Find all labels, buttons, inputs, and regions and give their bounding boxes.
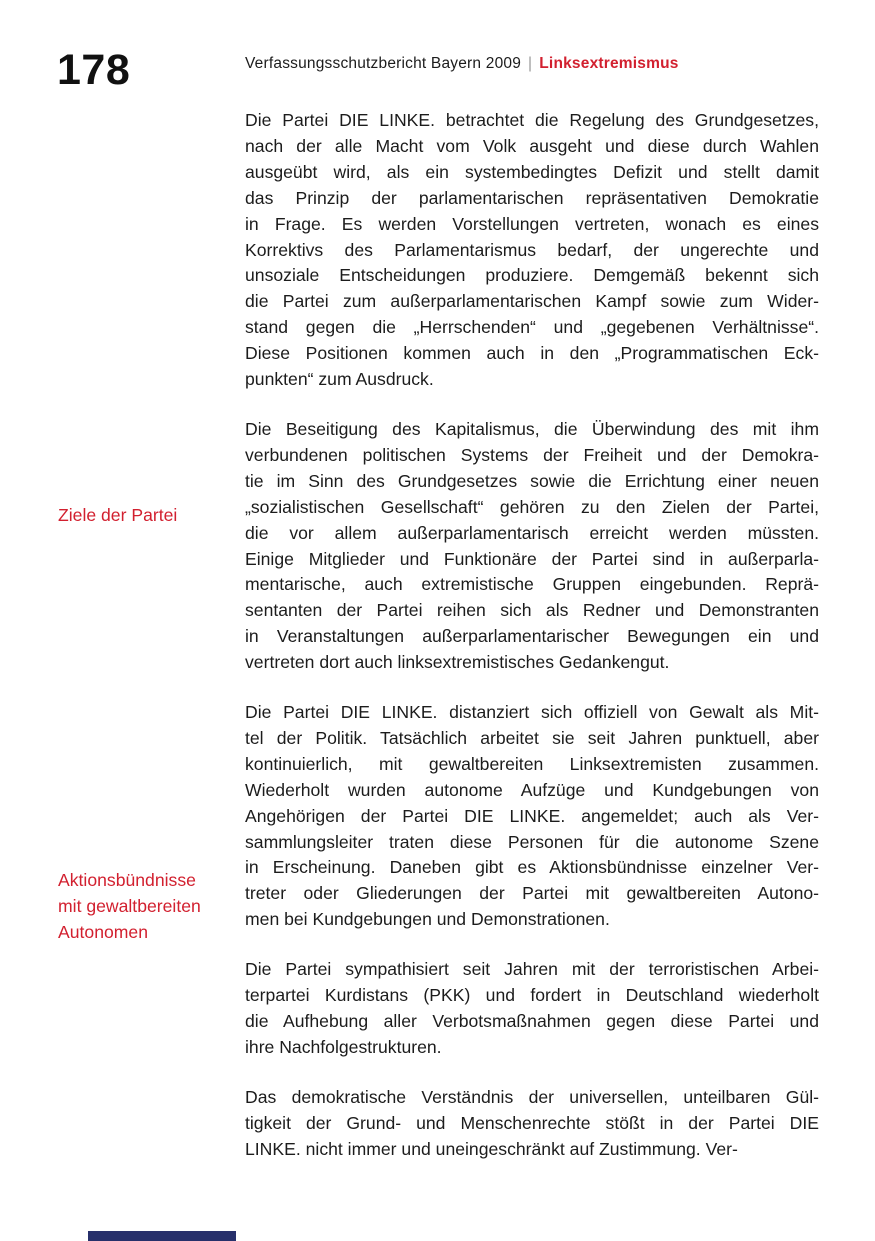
- margin-note-line: mit gewaltbereiten: [58, 895, 201, 916]
- paragraph: [245, 957, 819, 1061]
- text-line: mentarische, auch extremistische Gruppen eingebunden. Reprä-: [245, 574, 819, 595]
- text-line: nach der alle Macht vom Volk ausgeht und diese durch Wahlen: [245, 135, 819, 156]
- text-line: tie im Sinn des Grundgesetzes sowie die Errichtung einer neuen: [245, 470, 819, 491]
- text-line: in Frage. Es werden Vorstellungen vertreten, wonach es eines: [245, 213, 819, 234]
- text-line: ausgeübt wird, als ein systembedingtes Defizit und stellt damit: [245, 161, 819, 182]
- text-line: in Erscheinung. Daneben gibt es Aktionsbündnisse einzelner Ver-: [245, 857, 819, 878]
- text-line: verbundenen politischen Systems der Freiheit und der Demokra-: [245, 444, 819, 465]
- paragraph: [245, 417, 819, 676]
- section-title: Linksextremismus: [539, 55, 679, 72]
- text-line: men bei Kundgebungen und Demonstrationen.: [245, 909, 610, 930]
- margin-note-ziele-der-partei: [58, 503, 238, 529]
- page-number: 178: [57, 46, 131, 94]
- margin-note-line: Aktionsbündnisse: [58, 870, 196, 890]
- text-line: sentanten der Partei reihen sich als Redner und Demonstranten: [245, 600, 819, 621]
- text-line: „sozialistischen Gesellschaft“ gehören zu den Zielen der Partei,: [245, 496, 819, 517]
- text-line: ihre Nachfolgestrukturen.: [245, 1036, 442, 1057]
- text-line: Diese Positionen kommen auch in den „Programmatischen Eck-: [245, 343, 819, 364]
- text-line: Die Partei sympathisiert seit Jahren mit der terroristischen Arbei-: [245, 959, 819, 980]
- text-line: Die Beseitigung des Kapitalismus, die Überwindung des mit ihm: [245, 418, 819, 439]
- text-line: terpartei Kurdistans (PKK) und fordert in Deutschland wiederholt: [245, 985, 819, 1006]
- paragraph: [245, 700, 819, 933]
- margin-note-line: Ziele der Partei: [58, 505, 178, 525]
- text-line: unsoziale Entscheidungen produziere. Demgemäß bekennt sich: [245, 265, 819, 286]
- text-line: sammlungsleiter traten diese Personen für die autonome Szene: [245, 831, 819, 852]
- running-header: [245, 55, 679, 73]
- text-line: Die Partei DIE LINKE. distanziert sich offiziell von Gewalt als Mit-: [245, 702, 819, 723]
- margin-note-aktionsbuendnisse: [58, 868, 238, 946]
- text-line: das Prinzip der parlamentarischen repräsentativen Demokratie: [245, 187, 819, 208]
- text-line: LINKE. nicht immer und uneingeschränkt auf Zustimmung. Ver-: [245, 1138, 738, 1159]
- text-line: Wiederholt wurden autonome Aufzüge und Kundgebungen von: [245, 779, 819, 800]
- text-line: treter oder Gliederungen der Partei mit gewaltbereiten Autono-: [245, 883, 819, 904]
- text-line: Die Partei DIE LINKE. betrachtet die Regelung des Grundgesetzes,: [245, 110, 819, 130]
- text-line: die vor allem außerparlamentarisch erreicht werden müssten.: [245, 522, 819, 543]
- text-line: in Veranstaltungen außerparlamentarischer Bewegungen ein und: [245, 626, 819, 647]
- text-line: die Partei zum außerparlamentarischen Kampf sowie zum Wider-: [245, 291, 819, 312]
- paragraph: [245, 108, 819, 393]
- text-line: Einige Mitglieder und Funktionäre der Partei sind in außerparla-: [245, 548, 819, 569]
- text-line: tel der Politik. Tatsächlich arbeitet sie seit Jahren punktuell, aber: [245, 727, 819, 748]
- text-line: Korrektivs des Parlamentarismus bedarf, der ungerechte und: [245, 239, 819, 260]
- margin-note-line: Autonomen: [58, 921, 148, 942]
- body-text: [245, 108, 819, 1187]
- paragraph: [245, 1085, 819, 1163]
- header-separator: |: [528, 55, 533, 72]
- text-line: kontinuierlich, mit gewaltbereiten Linksextremisten zusammen.: [245, 753, 819, 774]
- text-line: die Aufhebung aller Verbotsmaßnahmen gegen diese Partei und: [245, 1011, 819, 1031]
- text-line: punkten“ zum Ausdruck.: [245, 369, 434, 390]
- text-line: vertreten dort auch linksextremistisches Gedankengut.: [245, 652, 670, 673]
- text-line: tigkeit der Grund- und Menschenrechte stößt in der Partei DIE: [245, 1112, 819, 1133]
- text-line: Das demokratische Verständnis der universellen, unteilbaren Gül-: [245, 1086, 819, 1107]
- text-line: stand gegen die „Herrschenden“ und „gegebenen Verhältnisse“.: [245, 317, 819, 338]
- report-title: Verfassungsschutzbericht Bayern 2009: [245, 55, 522, 72]
- footer-bar: [88, 1231, 236, 1241]
- text-line: Angehörigen der Partei DIE LINKE. angemeldet; auch als Ver-: [245, 805, 819, 826]
